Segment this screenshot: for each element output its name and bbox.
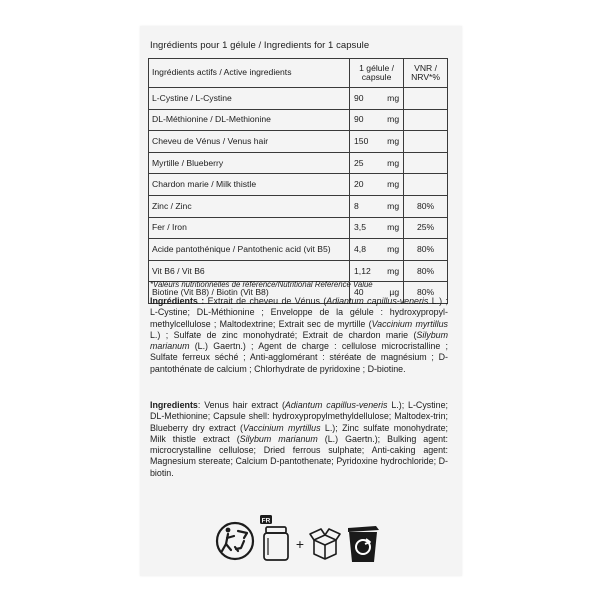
- amount-value: 4,8: [354, 243, 366, 254]
- bottle-icon: [264, 527, 288, 560]
- amount-wrap: [351, 137, 402, 146]
- amount-wrap: [351, 267, 402, 276]
- ingredient-vnr: [404, 152, 448, 174]
- amount-unit: mg: [387, 200, 400, 211]
- text-run: (L.) Gaertn.); Bulking agent: microcrystalline cellulose; Dried ferrous sulphate; Anti-caking agent: Magnesium stereate; Calcium D-pantothenate; Pyridoxine hydrochloride; D-biotin.: [150, 433, 448, 478]
- latin-name: Vaccinium myrtillus: [371, 318, 448, 329]
- amount-unit: mg: [387, 243, 400, 254]
- ingredients-english-label: Ingredients: [150, 400, 198, 410]
- ingredient-name: Biotine (Vit B8) / Biotin (Vit B8): [149, 282, 350, 304]
- amount-wrap: [351, 223, 402, 232]
- text-run: L.); L-Cystine; DL-Methionine; Capsule shell: hydroxypropylmethyldellulose; Maltodex-trin; Blueberry dry extract (: [150, 400, 448, 433]
- amount-value: 90: [354, 114, 364, 125]
- latin-name: Adiantum capillus-veneris: [284, 400, 388, 410]
- ingredient-name: Zinc / Zinc: [149, 195, 350, 217]
- text-run: L.) ; L-Cystine; DL-Méthionine ; Enveloppe de la gélule : hydroxypropyl-methylcellulose ; Maltodextrine; Extrait sec de myrtille (: [150, 296, 448, 329]
- ingredient-vnr: [404, 131, 448, 153]
- amount-wrap: [351, 245, 402, 254]
- amount-wrap: [351, 115, 402, 124]
- amount-unit: mg: [387, 157, 400, 168]
- amount-value: 1,12: [354, 265, 371, 276]
- ingredient-amount: [350, 260, 404, 282]
- ingredient-vnr: [404, 88, 448, 110]
- table-row: [149, 195, 448, 217]
- triman-icon: [217, 523, 253, 559]
- ingredients-french: [150, 296, 448, 375]
- ingredient-name: Cheveu de Vénus / Venus hair: [149, 131, 350, 153]
- reference-footnote: *Valeurs nutritionnelles de référence/Nutritional Reference Value: [150, 280, 373, 289]
- amount-value: 20: [354, 179, 364, 190]
- table-row: [149, 131, 448, 153]
- ingredient-amount: [350, 195, 404, 217]
- plus-sign: +: [295, 536, 305, 552]
- table-row: [149, 260, 448, 282]
- ingredient-amount: [350, 131, 404, 153]
- header-vnr-line1: VNR /: [414, 62, 438, 73]
- ingredient-name: Vit B6 / Vit B6: [149, 260, 350, 282]
- ingredient-amount: [350, 217, 404, 239]
- text-run: (L.) Gaertn.) ; Agent de charge : cellulose microcristalline ; Sulfate ferreux séché ; Anti-agglomérant : stéréate de magnésium ; D-pantothénate de calcium ; Chlorhydrate de pyridoxine ; D-biotine.: [150, 341, 448, 374]
- ingredient-vnr: 80%: [404, 239, 448, 261]
- table-row: [149, 88, 448, 110]
- recycling-bin-icon: [348, 526, 379, 562]
- ingredient-name: Acide pantothénique / Pantothenic acid (vit B5): [149, 239, 350, 261]
- amount-value: 25: [354, 157, 364, 168]
- latin-name: Silybum marianum: [150, 329, 448, 352]
- ingredient-name: Fer / Iron: [149, 217, 350, 239]
- fr-badge: [260, 515, 272, 524]
- nutrition-table: [148, 58, 448, 304]
- text-run: L.) ; Sulfate de zinc monohydraté; Extrait de chardon marie (: [150, 329, 417, 340]
- header-vnr: [404, 59, 448, 88]
- table-row: [149, 152, 448, 174]
- header-amount: [350, 59, 404, 88]
- latin-name: Vaccinium myrtillus: [243, 422, 321, 433]
- ingredients-heading: Ingrédients pour 1 gélule / Ingredients for 1 capsule: [150, 40, 370, 51]
- amount-unit: mg: [387, 135, 400, 146]
- amount-unit: mg: [387, 265, 400, 276]
- ingredient-amount: [350, 152, 404, 174]
- box-icon: [310, 529, 340, 559]
- fr-badge-label: FR: [261, 517, 271, 525]
- ingredients-english: [150, 400, 448, 479]
- amount-unit: mg: [387, 114, 400, 125]
- amount-wrap: [351, 180, 402, 189]
- ingredient-name: Myrtille / Blueberry: [149, 152, 350, 174]
- ingredient-name: DL-Méthionine / DL-Methionine: [149, 109, 350, 131]
- amount-value: 150: [354, 135, 369, 146]
- table-row: [149, 174, 448, 196]
- amount-unit: mg: [387, 222, 400, 233]
- table-row: [149, 109, 448, 131]
- amount-value: 3,5: [354, 222, 366, 233]
- ingredient-amount: [350, 88, 404, 110]
- amount-unit: mg: [387, 92, 400, 103]
- ingredient-vnr: 80%: [404, 260, 448, 282]
- ingredient-name: Chardon marie / Milk thistle: [149, 174, 350, 196]
- ingredient-amount: [350, 239, 404, 261]
- ingredient-vnr: 25%: [404, 217, 448, 239]
- amount-unit: mg: [387, 179, 400, 190]
- ingredient-amount: [350, 174, 404, 196]
- ingredient-vnr: 80%: [404, 282, 448, 304]
- table-row: [149, 217, 448, 239]
- text-run: : Venus hair extract (: [197, 400, 285, 410]
- ingredient-name: L-Cystine / L-Cystine: [149, 88, 350, 110]
- amount-value: 90: [354, 92, 364, 103]
- amount-value: 8: [354, 200, 359, 211]
- table-row: [149, 239, 448, 261]
- ingredient-vnr: [404, 174, 448, 196]
- header-vnr-line2: NRV*%: [411, 72, 441, 82]
- amount-value: 40: [354, 287, 364, 298]
- table-header-row: [149, 59, 448, 88]
- header-amount-line2: capsule: [361, 72, 392, 82]
- text-run: Extrait de cheveu de Vénus (: [204, 296, 327, 306]
- latin-name: Silybum marianum: [239, 433, 318, 444]
- recycling-info: [214, 514, 384, 564]
- ingredient-amount: [350, 109, 404, 131]
- amount-wrap: [351, 159, 402, 168]
- amount-wrap: [351, 94, 402, 103]
- ingredient-vnr: 80%: [404, 195, 448, 217]
- ingredients-french-label: Ingrédients :: [150, 296, 205, 306]
- text-run: L.); Zinc sulfate monohydrate; Milk thistle extract (: [150, 422, 448, 444]
- latin-name: Adiantum capillus-veneris: [326, 296, 429, 306]
- header-amount-line1: 1 gélule /: [359, 62, 395, 73]
- amount-wrap: [351, 202, 402, 211]
- amount-unit: µg: [389, 287, 400, 298]
- header-ingredients: Ingrédients actifs / Active ingredients: [149, 59, 350, 88]
- ingredient-vnr: [404, 109, 448, 131]
